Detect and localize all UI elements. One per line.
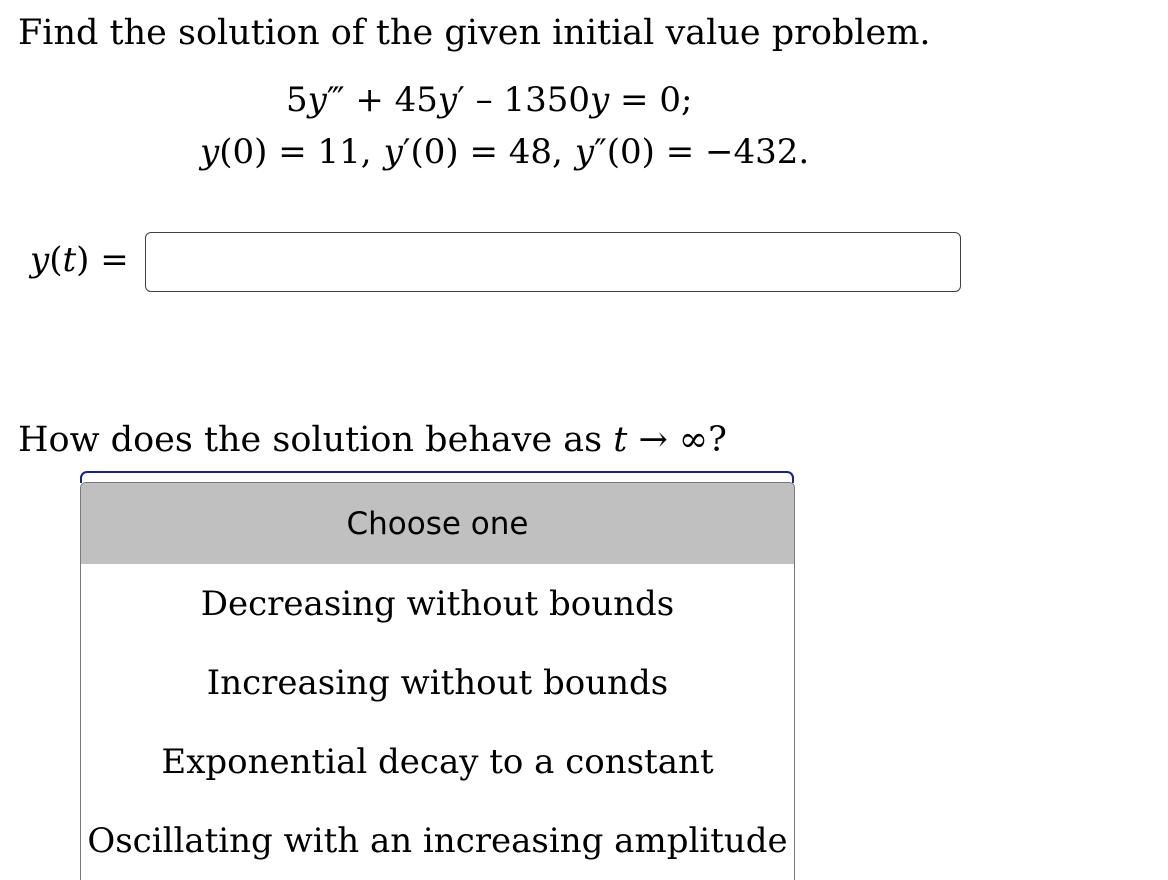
ic-y1-var: y [383, 132, 403, 172]
initial-conditions [200, 132, 809, 172]
option-increasing-without-bounds[interactable]: Increasing without bounds [206, 662, 669, 703]
option-oscillating-increasing[interactable]: Oscillating with an increasing amplitude [87, 820, 788, 861]
problem-prompt: Find the solution of the given initial value problem. [18, 13, 931, 53]
answer-label-y: y [30, 240, 50, 280]
answer-label-open: ( [49, 240, 63, 280]
answer-label [30, 238, 129, 282]
answer-label-t: t [62, 240, 77, 280]
var-y: y [307, 80, 327, 120]
var-y: y [437, 80, 458, 120]
ic-y0-var: y [200, 132, 220, 172]
solution-input[interactable] [145, 232, 961, 292]
behavior-question-var: t [613, 420, 628, 460]
behavior-dropdown-list [80, 482, 795, 880]
answer-label-close: ) = [76, 240, 129, 280]
ic-y0-value: (0) = 11, [219, 132, 372, 172]
operator-minus: – [464, 80, 504, 120]
equation-rhs: = 0; [609, 80, 693, 120]
differential-equation [286, 80, 692, 120]
triple-prime: ‴ [326, 80, 345, 120]
ic-y1-prime: ′ [402, 132, 411, 172]
behavior-question [18, 418, 727, 462]
operator-plus: + [344, 80, 395, 120]
behavior-question-text: How does the solution behave as [18, 420, 614, 460]
behavior-question-limit: → ∞? [627, 420, 727, 460]
coef-third-derivative: 5 [286, 80, 308, 120]
coef-constant-term: 1350 [503, 80, 591, 120]
ic-y2-var: y [574, 132, 595, 172]
option-exponential-decay[interactable]: Exponential decay to a constant [161, 741, 714, 782]
ic-y1-value: (0) = 48, [410, 132, 563, 172]
option-decreasing-without-bounds[interactable]: Decreasing without bounds [200, 583, 675, 624]
single-prime: ′ [457, 80, 465, 120]
ic-y2-prime: ″ [594, 132, 607, 172]
var-y: y [590, 80, 610, 120]
ic-y2-value: (0) = −432. [606, 132, 810, 172]
coef-first-derivative: 45 [394, 80, 438, 120]
option-choose-one[interactable]: Choose one [81, 483, 794, 564]
